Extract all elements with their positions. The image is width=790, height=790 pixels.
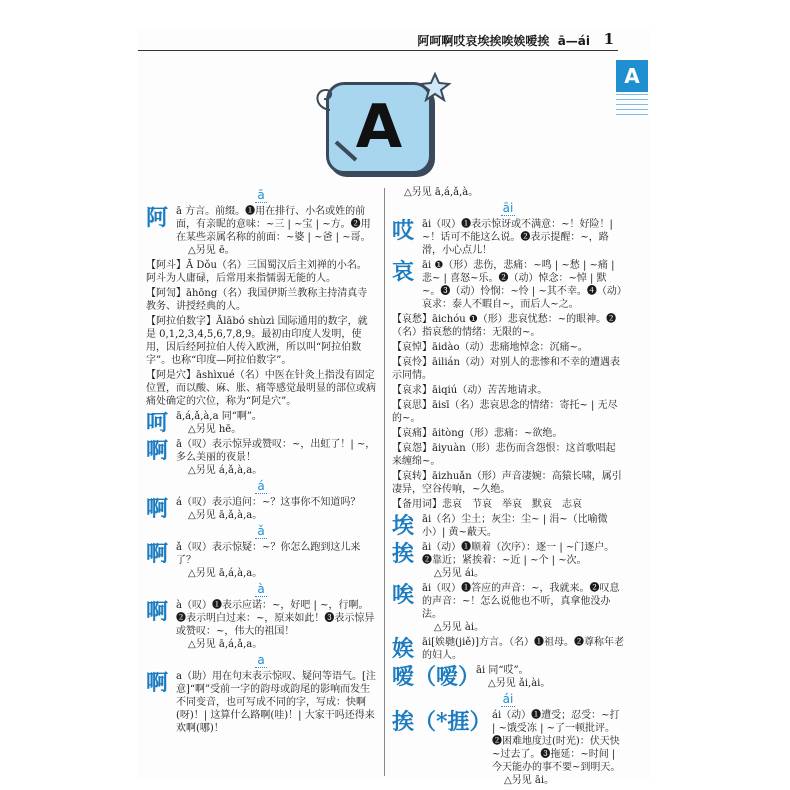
header-title: 阿呵啊哎哀埃挨唉娭嗳挨 ā—ái (417, 34, 590, 48)
definition: āi（叹）❶表示惊讶或不满意：~！好险！| ~！话可不能这么说。❷表示提醒：~，路滑，小心点儿！ (422, 219, 613, 256)
see-also: △另见 hē。 (188, 424, 242, 435)
headword: 啊 (146, 670, 169, 696)
entry-ai4 (392, 541, 624, 580)
entry-ai1 (392, 218, 624, 257)
pinyin-heading: à (257, 582, 265, 596)
definition: āi（叹）❶答应的声音：~，我就来。❷叹息的声音：~！怎么说他也不听，真拿他没办法。 (422, 583, 620, 620)
pinyin-heading: á (257, 479, 265, 493)
headword: 啊 (146, 541, 169, 567)
headword: 挨（*捱） (392, 709, 492, 735)
section-letter: A (355, 92, 403, 162)
compound-entry: 【哀转】āizhuǎn（形）声音凄婉：高猿长啸，属引凄异，空谷传响，~久绝。 (392, 471, 622, 495)
left-column (146, 186, 376, 737)
headword: 哀 (392, 259, 415, 285)
headword: 哎 (392, 218, 415, 244)
compound-entry: 【哀痛】āitòng（形）悲痛：~欲绝。 (392, 428, 563, 439)
see-also: △另见 ài。 (434, 622, 485, 633)
headword: 啊 (146, 438, 169, 464)
letter-tab: A (616, 60, 648, 92)
headword: 唉 (392, 582, 415, 608)
page-number: 1 (603, 30, 614, 48)
definition: a（助）用在句末表示惊叹、疑问等语气。[注意]“啊”受前一字的韵母或韵尾的影响而发生不同变音，也可写成不同的字，写成：快啊(呀)！| 这算什么路啊(哇)！| 大家干吗还得来欢啊(哪)！ (176, 671, 376, 734)
entry-a (146, 205, 376, 257)
entry-ai5 (392, 582, 624, 634)
definition: á（叹）表示追问：~？这事你不知道吗？ (176, 497, 361, 508)
definition: āi（动）❶顺着（次序）：逐一 | ~门逐户。❷靠近；紧挨着：~近 | ~个 | ~次。 (422, 542, 615, 566)
see-also: △另见 ā,á,à,a。 (188, 568, 263, 579)
headword: 阿 (146, 205, 169, 231)
right-column (392, 186, 624, 789)
compound-entry: 【阿斗】Ā Dǒu（名）三国蜀汉后主刘禅的小名。阿斗为人庸碌，后常用来指懦弱无能的人。 (146, 260, 367, 284)
compound-entry: 【哀愁】āichóu ❶（形）悲哀忧愁：~的眼神。❷（名）指哀愁的情绪：无限的~。 (392, 314, 617, 338)
entry-a5 (146, 599, 376, 651)
entry-ai3 (392, 513, 624, 539)
entry-a2 (146, 438, 376, 477)
pinyin-heading: ā (257, 188, 265, 202)
entry-ai7 (392, 664, 624, 690)
entry-a4 (146, 541, 376, 580)
headword: 娭 (392, 636, 415, 662)
column-divider (384, 188, 385, 776)
see-also: △另见 ā,ǎ,à,a。 (188, 510, 263, 521)
see-also: △另见 āi。 (504, 775, 555, 786)
compound-entry: 【哀怜】āilián（动）对别人的悲惨和不幸的遭遇表示同情。 (392, 357, 620, 381)
headword: 啊 (146, 496, 169, 522)
star-icon (418, 72, 452, 102)
entry-a6 (146, 670, 376, 735)
running-header (138, 32, 618, 51)
pencil-icon (332, 138, 362, 164)
entry-ai6 (392, 636, 624, 662)
compound-entry: 【阿拉伯数字】Ālābó shùzì 国际通用的数字，就是 0,1,2,3,4,5,6,7,8,9。最初由印度人发明，使用，因后经阿拉伯人传入欧洲，所以叫“阿拉伯数字”。也称“印度—阿拉伯数字”。 (146, 316, 368, 366)
swirl-icon (310, 84, 336, 114)
entry-he (146, 410, 376, 436)
headword: 嗳（嗳） (392, 664, 481, 690)
compound-entry: 【阿是穴】āshìxué（名）中医在针灸上指没有固定位置，而以酸、麻、胀、痛等感觉最明显的部位或病痛处确定的穴位，称为“阿是穴”。 (146, 370, 376, 407)
definition: āi ❶（形）悲伤，悲痛：~鸣 | ~愁 | ~痛 | 悲~ | 喜怒~乐。❷（动）悼念：~悼 | 默~。❸（动）怜悯：~怜 | ~其不幸。❹（动）哀求：泰人不暇自~，而后人~之。 (422, 260, 622, 310)
pinyin-heading: āi (502, 201, 514, 215)
pinyin-heading: ǎ (257, 524, 265, 538)
definition: à（叹）❶表示应诺：~，好吧 | ~，行啊。❷表示明白过来：~，原来如此！❸表示惊异或赞叹：~，伟大的祖国！ (176, 600, 375, 637)
tab-lines (616, 94, 648, 119)
related-words: 【备用词】悲哀 节哀 举哀 默哀 志哀 (392, 499, 582, 510)
compound-entry: 【哀悼】āidào（动）悲痛地悼念：沉痛~。 (392, 342, 588, 353)
see-also: △另见 ǎi,ài。 (488, 678, 551, 689)
definition: ǎ（叹）表示惊疑：~？你怎么跑到这儿来了？ (176, 542, 361, 566)
see-also: △另见 ē。 (188, 245, 235, 256)
headword: 啊 (146, 599, 169, 625)
definition: ā,á,ǎ,à,a 同“啊”。 (176, 411, 262, 422)
see-also: △另见 ā,á,ǎ,a。 (188, 639, 263, 650)
definition: āi（名）尘土；灰尘：尘~ | 涓~（比喻微小）| 黄~蔽天。 (422, 514, 608, 538)
see-also: △另见 ā,á,ǎ,à。 (404, 187, 479, 198)
compound-entry: 【哀思】āisī（名）悲哀思念的情绪：寄托~ | 无尽的~。 (392, 400, 618, 424)
headword: 埃 (392, 513, 415, 539)
entry-ai8 (392, 709, 624, 787)
pinyin-heading: a (257, 653, 265, 667)
pinyin-heading: ái (502, 692, 514, 706)
definition: ā（叹）表示惊异或赞叹：~，出虹了！| ~，多么美丽的夜景！ (176, 439, 376, 463)
entry-ai2 (392, 259, 624, 311)
see-also: △另见 ái。 (434, 568, 485, 579)
see-also: △另见 á,ǎ,à,a。 (188, 465, 263, 476)
compound-entry: 【哀怨】āiyuàn（形）悲伤而含怨恨：这首歌唱起来缠绵~。 (392, 443, 616, 467)
entry-a3 (146, 496, 376, 522)
compound-entry: 【哀求】āiqiú（动）苦苦地请求。 (392, 385, 548, 396)
headword: 挨 (392, 541, 415, 567)
headword: 呵 (146, 410, 169, 436)
definition: ā 方言。前缀。❶用在排行、小名或姓的前面，有亲昵的意味：~三 | ~宝 | ~方。❷用在某些亲属名称的前面：~婆 | ~爸 | ~哥。 (176, 206, 371, 243)
compound-entry: 【阿訇】āhōng（名）我国伊斯兰教称主持清真寺教务、讲授经典的人。 (146, 288, 368, 312)
definition: ái（动）❶遭受；忍受：~打 | ~饿受冻 | ~了一顿批评。❷困难地度过(时光)：伏天快~过去了。❸拖延：~时间 | 今天能办的事不要~到明天。 (492, 710, 621, 773)
definition: āi[娭毑(jiě)]方言。（名）❶祖母。❷尊称年老的妇人。 (422, 637, 624, 661)
definition: āi 同“哎”。 (476, 665, 529, 676)
